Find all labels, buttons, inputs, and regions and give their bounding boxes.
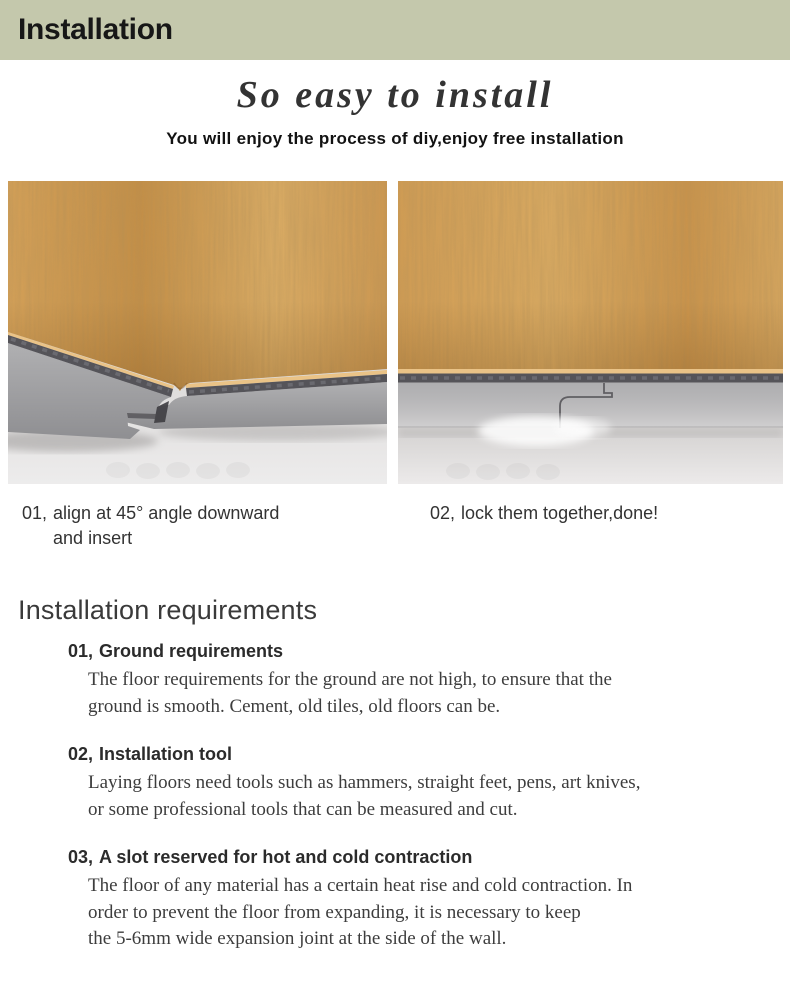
step-number: 01, xyxy=(22,503,54,523)
requirements-section xyxy=(0,595,790,953)
wood-edge-line xyxy=(398,369,783,374)
requirement-item-2 xyxy=(68,742,790,823)
step-number: 02, xyxy=(430,503,462,523)
requirement-item-3 xyxy=(68,845,790,953)
requirement-item-1 xyxy=(68,639,790,720)
requirement-body: The floor of any material has a certain heat rise and cold contraction. In order to prevent the floor from expanding, it is necessary to keep the 5-6mm wide expansion joint at the side of the wall. xyxy=(88,875,633,949)
step-caption-2 xyxy=(430,501,658,551)
requirements-list xyxy=(18,639,790,953)
hero-title: So easy to install xyxy=(236,74,554,116)
wood-face xyxy=(398,181,783,371)
requirement-body: Laying floors need tools such as hammers, straight feet, pens, art knives, or some professional tools that can be measured and cut. xyxy=(88,772,641,820)
requirement-header xyxy=(68,639,790,663)
joint-gap-lower xyxy=(127,413,157,419)
requirements-heading: Installation requirements xyxy=(18,595,318,625)
plank-angle-insert-image xyxy=(8,181,387,484)
step-caption-1 xyxy=(22,501,408,551)
requirement-header xyxy=(68,845,790,869)
requirement-title: Ground requirements xyxy=(99,641,284,661)
installation-step-images xyxy=(0,181,790,484)
plank-locked-illustration xyxy=(398,181,783,484)
requirement-title: A slot reserved for hot and cold contraction xyxy=(99,847,473,867)
requirement-body: The floor requirements for the ground are not high, to ensure that the ground is smooth. Cement, old tiles, old floors can be. xyxy=(88,669,612,717)
requirement-header xyxy=(68,742,790,766)
section-header-bar xyxy=(0,0,790,60)
requirement-number: 02, xyxy=(68,744,100,764)
hero-subtitle: You will enjoy the process of diy,enjoy free installation xyxy=(166,129,624,148)
step-caption-text: lock them together,done! xyxy=(461,503,659,523)
step-caption-text: align at 45° angle downward and insert xyxy=(53,503,280,548)
plank-angle-insert-illustration xyxy=(8,181,387,484)
requirement-number: 03, xyxy=(68,847,100,867)
step-captions xyxy=(0,501,790,551)
section-title: Installation xyxy=(18,13,173,46)
requirement-number: 01, xyxy=(68,641,100,661)
light-glow xyxy=(555,418,611,438)
requirement-title: Installation tool xyxy=(99,744,233,764)
plank-locked-image xyxy=(398,181,783,484)
